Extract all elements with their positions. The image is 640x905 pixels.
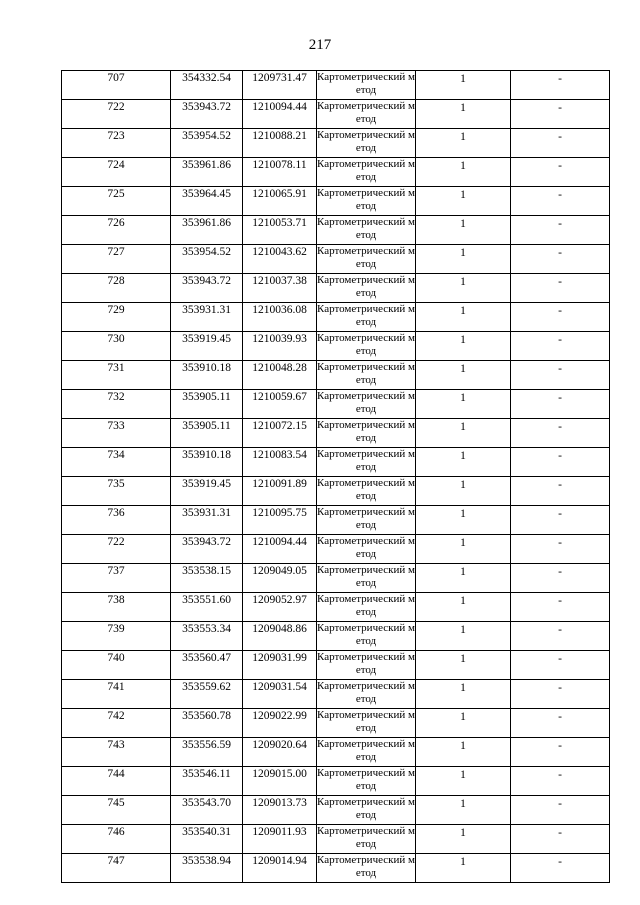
quantity-cell: 1 [416,709,511,738]
point-number-cell: 726 [62,216,171,245]
note-cell: - [511,593,610,622]
point-number-cell: 743 [62,738,171,767]
x-coordinate-cell: 353538.15 [171,564,243,593]
point-number-cell: 728 [62,274,171,303]
method-cell: Картометрический метод [317,825,416,854]
coordinates-table [61,70,610,883]
x-coordinate-cell: 353560.47 [171,651,243,680]
x-coordinate-cell: 353556.59 [171,738,243,767]
note-cell: - [511,187,610,216]
method-cell: Картометрический метод [317,448,416,477]
quantity-cell: 1 [416,187,511,216]
note-cell: - [511,274,610,303]
note-cell: - [511,245,610,274]
point-number-cell: 733 [62,419,171,448]
table-row [62,709,610,738]
note-cell: - [511,622,610,651]
note-cell: - [511,158,610,187]
point-number-cell: 744 [62,767,171,796]
quantity-cell: 1 [416,129,511,158]
table-row [62,332,610,361]
y-coordinate-cell: 1209014.94 [243,854,317,883]
table-row [62,651,610,680]
x-coordinate-cell: 353919.45 [171,332,243,361]
table-row [62,129,610,158]
table-row [62,506,610,535]
quantity-cell: 1 [416,419,511,448]
table-row [62,564,610,593]
point-number-cell: 736 [62,506,171,535]
table-row [62,854,610,883]
page-number: 217 [308,37,332,53]
point-number-cell: 732 [62,390,171,419]
note-cell: - [511,129,610,158]
x-coordinate-cell: 353905.11 [171,390,243,419]
table-row [62,419,610,448]
y-coordinate-cell: 1209011.93 [243,825,317,854]
point-number-cell: 707 [62,71,171,100]
method-cell: Картометрический метод [317,535,416,564]
quantity-cell: 1 [416,767,511,796]
point-number-cell: 722 [62,535,171,564]
quantity-cell: 1 [416,216,511,245]
note-cell: - [511,796,610,825]
method-cell: Картометрический метод [317,709,416,738]
table-row [62,71,610,100]
note-cell: - [511,680,610,709]
note-cell: - [511,390,610,419]
quantity-cell: 1 [416,390,511,419]
table-row [62,477,610,506]
quantity-cell: 1 [416,622,511,651]
point-number-cell: 734 [62,448,171,477]
point-number-cell: 737 [62,564,171,593]
y-coordinate-cell: 1210091.89 [243,477,317,506]
quantity-cell: 1 [416,477,511,506]
note-cell: - [511,564,610,593]
x-coordinate-cell: 353538.94 [171,854,243,883]
table-row [62,593,610,622]
note-cell: - [511,767,610,796]
note-cell: - [511,738,610,767]
quantity-cell: 1 [416,564,511,593]
note-cell: - [511,332,610,361]
method-cell: Картометрический метод [317,303,416,332]
quantity-cell: 1 [416,796,511,825]
table-row [62,303,610,332]
y-coordinate-cell: 1210083.54 [243,448,317,477]
x-coordinate-cell: 353943.72 [171,535,243,564]
coordinates-table-body [62,71,610,883]
table-row [62,361,610,390]
table-row [62,100,610,129]
table-row [62,448,610,477]
point-number-cell: 731 [62,361,171,390]
method-cell: Картометрический метод [317,100,416,129]
y-coordinate-cell: 1210043.62 [243,245,317,274]
x-coordinate-cell: 353964.45 [171,187,243,216]
x-coordinate-cell: 353910.18 [171,361,243,390]
quantity-cell: 1 [416,854,511,883]
quantity-cell: 1 [416,245,511,274]
table-row [62,535,610,564]
x-coordinate-cell: 353553.34 [171,622,243,651]
method-cell: Картометрический метод [317,477,416,506]
point-number-cell: 735 [62,477,171,506]
y-coordinate-cell: 1210088.21 [243,129,317,158]
table-row [62,245,610,274]
point-number-cell: 741 [62,680,171,709]
x-coordinate-cell: 353546.11 [171,767,243,796]
note-cell: - [511,535,610,564]
note-cell: - [511,71,610,100]
table-row [62,825,610,854]
y-coordinate-cell: 1209049.05 [243,564,317,593]
note-cell: - [511,361,610,390]
note-cell: - [511,216,610,245]
method-cell: Картометрический метод [317,680,416,709]
x-coordinate-cell: 353910.18 [171,448,243,477]
method-cell: Картометрический метод [317,390,416,419]
point-number-cell: 730 [62,332,171,361]
quantity-cell: 1 [416,506,511,535]
x-coordinate-cell: 353559.62 [171,680,243,709]
y-coordinate-cell: 1210095.75 [243,506,317,535]
y-coordinate-cell: 1210094.44 [243,100,317,129]
table-row [62,738,610,767]
quantity-cell: 1 [416,332,511,361]
y-coordinate-cell: 1209031.99 [243,651,317,680]
method-cell: Картометрический метод [317,419,416,448]
method-cell: Картометрический метод [317,796,416,825]
point-number-cell: 724 [62,158,171,187]
y-coordinate-cell: 1210036.08 [243,303,317,332]
y-coordinate-cell: 1209731.47 [243,71,317,100]
point-number-cell: 746 [62,825,171,854]
quantity-cell: 1 [416,158,511,187]
y-coordinate-cell: 1210078.11 [243,158,317,187]
note-cell: - [511,825,610,854]
point-number-cell: 725 [62,187,171,216]
x-coordinate-cell: 353954.52 [171,129,243,158]
table-row [62,187,610,216]
table-row [62,622,610,651]
point-number-cell: 722 [62,100,171,129]
quantity-cell: 1 [416,100,511,129]
note-cell: - [511,651,610,680]
point-number-cell: 729 [62,303,171,332]
method-cell: Картометрический метод [317,651,416,680]
note-cell: - [511,419,610,448]
note-cell: - [511,709,610,738]
quantity-cell: 1 [416,274,511,303]
y-coordinate-cell: 1209013.73 [243,796,317,825]
x-coordinate-cell: 353551.60 [171,593,243,622]
method-cell: Картометрический метод [317,738,416,767]
point-number-cell: 739 [62,622,171,651]
quantity-cell: 1 [416,448,511,477]
quantity-cell: 1 [416,71,511,100]
table-row [62,390,610,419]
y-coordinate-cell: 1210037.38 [243,274,317,303]
y-coordinate-cell: 1210059.67 [243,390,317,419]
y-coordinate-cell: 1209052.97 [243,593,317,622]
table-row [62,796,610,825]
point-number-cell: 738 [62,593,171,622]
x-coordinate-cell: 353961.86 [171,216,243,245]
point-number-cell: 742 [62,709,171,738]
table-row [62,216,610,245]
quantity-cell: 1 [416,738,511,767]
quantity-cell: 1 [416,535,511,564]
x-coordinate-cell: 353943.72 [171,274,243,303]
table-row [62,680,610,709]
table-row [62,767,610,796]
point-number-cell: 723 [62,129,171,158]
method-cell: Картометрический метод [317,593,416,622]
x-coordinate-cell: 353560.78 [171,709,243,738]
x-coordinate-cell: 353931.31 [171,506,243,535]
note-cell: - [511,448,610,477]
y-coordinate-cell: 1209015.00 [243,767,317,796]
y-coordinate-cell: 1210053.71 [243,216,317,245]
x-coordinate-cell: 353540.31 [171,825,243,854]
point-number-cell: 747 [62,854,171,883]
point-number-cell: 727 [62,245,171,274]
method-cell: Картометрический метод [317,216,416,245]
method-cell: Картометрический метод [317,622,416,651]
note-cell: - [511,303,610,332]
y-coordinate-cell: 1210048.28 [243,361,317,390]
x-coordinate-cell: 353931.31 [171,303,243,332]
method-cell: Картометрический метод [317,854,416,883]
method-cell: Картометрический метод [317,71,416,100]
x-coordinate-cell: 353905.11 [171,419,243,448]
x-coordinate-cell: 353961.86 [171,158,243,187]
quantity-cell: 1 [416,361,511,390]
x-coordinate-cell: 353954.52 [171,245,243,274]
x-coordinate-cell: 353919.45 [171,477,243,506]
note-cell: - [511,506,610,535]
y-coordinate-cell: 1210072.15 [243,419,317,448]
y-coordinate-cell: 1210039.93 [243,332,317,361]
method-cell: Картометрический метод [317,245,416,274]
note-cell: - [511,100,610,129]
y-coordinate-cell: 1210065.91 [243,187,317,216]
point-number-cell: 740 [62,651,171,680]
quantity-cell: 1 [416,651,511,680]
method-cell: Картометрический метод [317,564,416,593]
quantity-cell: 1 [416,303,511,332]
method-cell: Картометрический метод [317,767,416,796]
note-cell: - [511,854,610,883]
y-coordinate-cell: 1210094.44 [243,535,317,564]
y-coordinate-cell: 1209031.54 [243,680,317,709]
method-cell: Картометрический метод [317,274,416,303]
table-row [62,274,610,303]
x-coordinate-cell: 353543.70 [171,796,243,825]
y-coordinate-cell: 1209022.99 [243,709,317,738]
x-coordinate-cell: 353943.72 [171,100,243,129]
method-cell: Картометрический метод [317,332,416,361]
quantity-cell: 1 [416,593,511,622]
x-coordinate-cell: 354332.54 [171,71,243,100]
note-cell: - [511,477,610,506]
method-cell: Картометрический метод [317,187,416,216]
point-number-cell: 745 [62,796,171,825]
method-cell: Картометрический метод [317,361,416,390]
y-coordinate-cell: 1209048.86 [243,622,317,651]
quantity-cell: 1 [416,680,511,709]
table-row [62,158,610,187]
y-coordinate-cell: 1209020.64 [243,738,317,767]
method-cell: Картометрический метод [317,158,416,187]
method-cell: Картометрический метод [317,129,416,158]
quantity-cell: 1 [416,825,511,854]
method-cell: Картометрический метод [317,506,416,535]
